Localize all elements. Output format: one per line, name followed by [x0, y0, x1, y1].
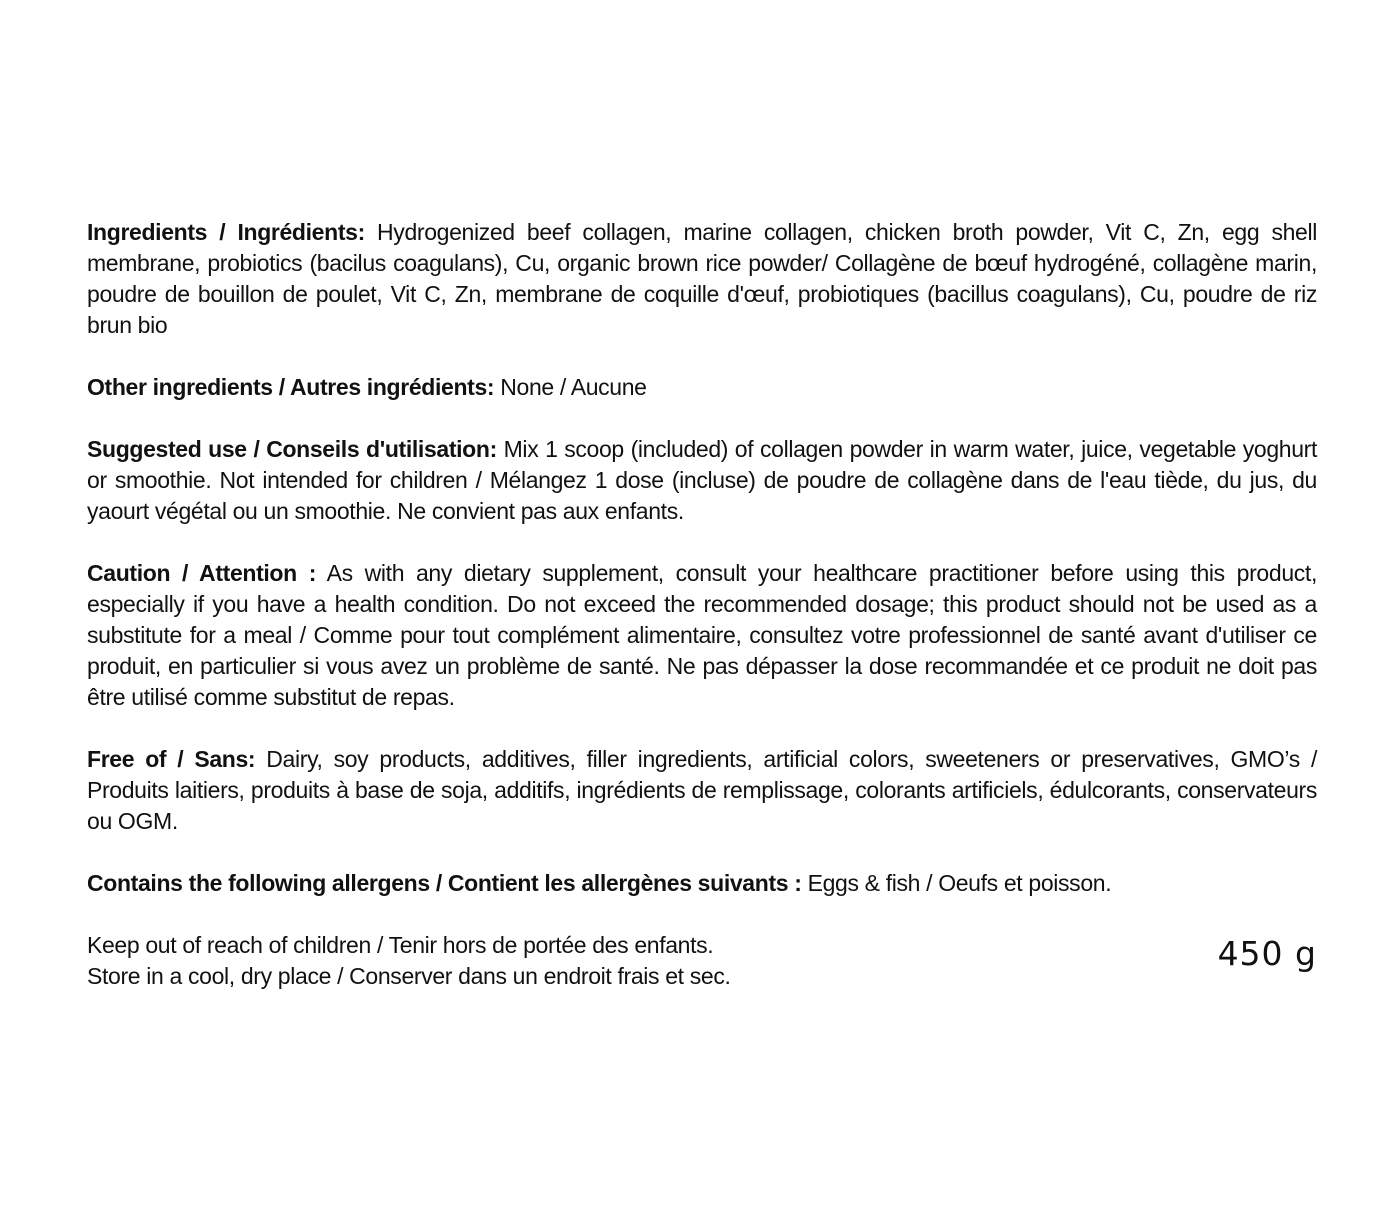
other-ingredients-section [87, 372, 1317, 403]
allergens-section [87, 868, 1317, 899]
caution-heading: Caution / Attention : [87, 560, 317, 586]
other-ingredients-heading: Other ingredients / Autres ingrédients: [87, 374, 495, 400]
free-of-heading: Free of / Sans: [87, 746, 256, 772]
ingredients-section [87, 217, 1317, 341]
other-ingredients-text: None / Aucune [500, 374, 647, 400]
suggested-use-section [87, 434, 1317, 527]
storage-section [87, 930, 1317, 992]
storage-children-warning: Keep out of reach of children / Tenir hors de portée des enfants. [87, 932, 714, 958]
free-of-section [87, 744, 1317, 837]
ingredients-text: Hydrogenized beef collagen, marine collagen, chicken broth powder, Vit C, Zn, egg shell membrane, probiotics (bacilus coagulans), Cu, organic brown rice powder/ Collagène de bœuf hydrogéné, collagène marin, poudre de bouillon de poulet, Vit C, Zn, membrane de coquille d'œuf, probiotiques (bacillus coagulans), Cu, poudre de riz brun bio [87, 219, 1317, 338]
caution-section [87, 558, 1317, 713]
net-weight: 450 g [1217, 934, 1317, 973]
suggested-use-text: Mix 1 scoop (included) of collagen powder in warm water, juice, vegetable yoghurt or smoothie. Not intended for children / Mélangez 1 dose (incluse) de poudre de collagène dans de l'eau tiède, du jus, du yaourt végétal ou un smoothie. Ne convient pas aux enfants. [87, 436, 1318, 524]
free-of-text: Dairy, soy products, additives, filler ingredients, artificial colors, sweeteners or preservatives, GMO’s / Produits laitiers, produits à base de soja, additifs, ingrédients de remplissage, colorants artificiels, édulcorants, conservateurs ou OGM. [87, 746, 1317, 834]
storage-conditions: Store in a cool, dry place / Conserver dans un endroit frais et sec. [87, 963, 731, 989]
allergens-text: Eggs & fish / Oeufs et poisson. [807, 870, 1112, 896]
caution-text: As with any dietary supplement, consult your healthcare practitioner before using this product, especially if you have a health condition. Do not exceed the recommended dosage; this product should not be used as a substitute for a meal / Comme pour tout complément alimentaire, consultez votre professionnel de santé avant d'utiliser ce produit, en particulier si vous avez un problème de santé. Ne pas dépasser la dose recommandée et ce produit ne doit pas être utilisé comme substitut de repas. [87, 560, 1317, 710]
allergens-heading: Contains the following allergens / Contient les allergènes suivants : [87, 870, 802, 896]
ingredients-heading: Ingredients / Ingrédients: [87, 219, 365, 245]
product-label-text [87, 217, 1317, 992]
suggested-use-heading: Suggested use / Conseils d'utilisation: [87, 436, 497, 462]
